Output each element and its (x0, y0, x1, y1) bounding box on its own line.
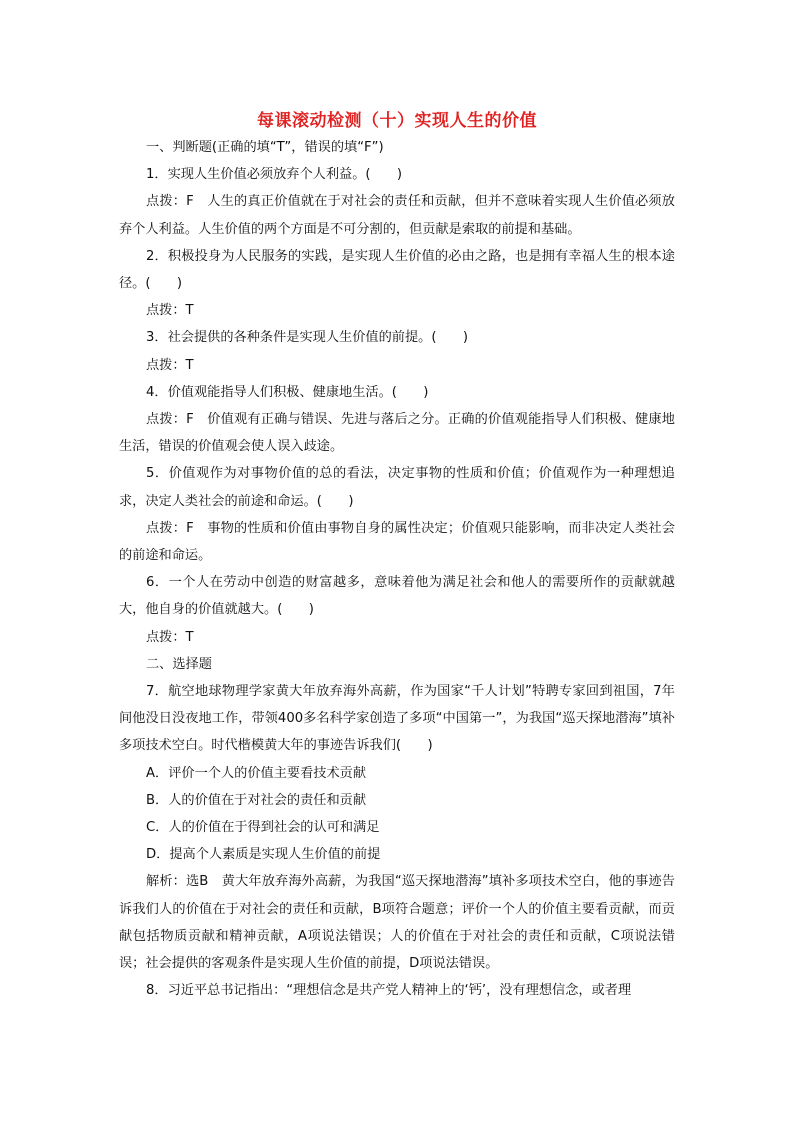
question-8: 8．习近平总书记指出：“理想信念是共产党人精神上的‘钙’，没有理想信念，或者理 (146, 983, 632, 999)
question-5: 5．价值观作为对事物价值的总的看法，决定事物的性质和价值；价值观作为一种理想追求，决定人类社会的前途和命运。( ) (119, 466, 675, 509)
answer-3: 点拨：T (146, 357, 194, 373)
answer-2: 点拨：T (146, 303, 194, 319)
answer-4: 点拨：F 价值观有正确与错误、先进与落后之分。正确的价值观能指导人们积极、健康地生活，错误的价值观会使人误入歧途。 (119, 412, 675, 455)
document-body (119, 134, 675, 1005)
option-a: A．评价一个人的价值主要看技术贡献 (146, 765, 367, 781)
question-4: 4．价值观能指导人们积极、健康地生活。( ) (146, 384, 429, 400)
option-c: C．人的价值在于得到社会的认可和满足 (146, 820, 380, 836)
section-heading-choice: 二、选择题 (146, 656, 212, 672)
answer-5: 点拨：F 事物的性质和价值由事物自身的属性决定；价值观只能影响，而非决定人类社会的前途和命运。 (119, 520, 675, 564)
question-3: 3．社会提供的各种条件是实现人生价值的前提。( ) (146, 330, 468, 346)
option-d: D．提高个人素质是实现人生价值的前提 (146, 847, 381, 863)
question-2: 2．积极投身为人民服务的实践，是实现人生价值的必由之路，也是拥有幸福人生的根本途径。( ) (119, 248, 675, 292)
question-6: 6．一个人在劳动中创造的财富越多，意味着他为满足社会和他人的需要所作的贡献就越大，他自身的价值就越大。( ) (119, 575, 675, 618)
analysis-7: 解析：选B 黄大年放弃海外高薪，为我国“巡天探地潜海”填补多项技术空白，他的事迹告诉我们人的价值在于对社会的责任和贡献，B项符合题意；评价一个人的价值主要看贡献，而贡献包括物质贡献和精神贡献，A项说法错误；人的价值在于对社会的责任和贡献，C项说法错误；社会提供的客观条件是实现人生价值的前提，D项说法错误。 (119, 874, 675, 972)
question-7: 7．航空地球物理学家黄大年放弃海外高薪，作为国家“千人计划”特聘专家回到祖国，7年间他没日没夜地工作，带领400多名科学家创造了多项“中国第一”，为我国“巡天探地潜海”填补多项技术空白。时代楷模黄大年的事迹告诉我们( ) (119, 684, 675, 754)
option-b: B．人的价值在于对社会的责任和贡献 (146, 792, 367, 808)
answer-6: 点拨：T (146, 629, 194, 645)
section-heading-judgment: 一、判断题(正确的填“T”，错误的填“F”) (146, 140, 384, 155)
answer-1: 点拨：F 人生的真正价值就在于对社会的责任和贡献，但并不意味着实现人生价值必须放弃个人利益。人生价值的两个方面是不可分割的，但贡献是索取的前提和基础。 (119, 194, 675, 237)
document-title: 每课滚动检测（十）实现人生的价值 (257, 111, 537, 131)
question-1: 1．实现人生价值必须放弃个人利益。( ) (146, 167, 403, 183)
